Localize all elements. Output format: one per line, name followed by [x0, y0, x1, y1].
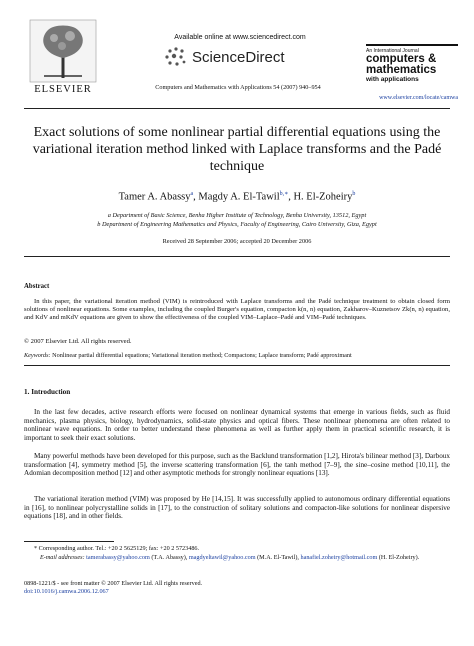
keywords-line: [24, 352, 450, 360]
author-3-affil-mark[interactable]: b: [352, 191, 356, 197]
email-owner-1: (T.A. Abassy),: [151, 554, 188, 561]
affiliation-b: b Department of Engineering Mathematics and Physics, Faculty of Engineering, Cairo University, Giza, Egypt: [97, 221, 377, 228]
author-2: Magdy A. El-Tawil: [198, 191, 280, 203]
journal-logo-box: [366, 44, 458, 84]
keywords-label: Keywords:: [24, 352, 51, 359]
abstract-copyright: © 2007 Elsevier Ltd. All rights reserved.: [24, 338, 132, 345]
abstract-top-rule: [24, 256, 450, 257]
abstract-heading: Abstract: [24, 283, 50, 290]
journal-url-link[interactable]: www.elsevier.com/locate/camwa: [379, 95, 458, 101]
intro-heading: 1. Introduction: [24, 388, 71, 396]
email-link-3[interactable]: hanafiel.zoheiry@hotmail.com: [300, 554, 378, 561]
abstract-body: In this paper, the variational iteration method (VIM) is reintroduced with Laplace transforms and the Padé technique treatment to obtain closed form solutions of nonlinear equations. Some examples, including the coupled Burger's equation, compacton k(n, n) equation, Zakharov–Kuznetsov Zk(n, n) equation, and KdV and mKdV equations are given to show the effectiveness of the coupled VIM–Laplace–Padé and VIM–Padé techniques.: [24, 298, 450, 322]
doi-link[interactable]: doi:10.1016/j.camwa.2006.12.067: [24, 588, 109, 595]
journal-citation: Computers and Mathematics with Applications 54 (2007) 940–954: [155, 84, 321, 91]
intro-p3-text: The variational iteration method (VIM) was proposed by He [14,15]. It was successfully applied to autonomous ordinary differential equations in [16], to nonlinear polycrystalline solids in [17], to the construction of solitary solutions and compacton-like solutions for nonlinear dispersive equations [18], and in other fields.: [24, 495, 450, 521]
email-addresses: [24, 554, 450, 562]
journal-name-line1: computers &: [366, 53, 437, 65]
intro-paragraph-3: [24, 495, 450, 521]
intro-paragraph-1: [24, 408, 450, 442]
abstract-bottom-rule: [24, 365, 450, 366]
email-link-2[interactable]: magdyeltawil@yahoo.com: [188, 554, 256, 561]
journal-name-line3: with applications: [366, 76, 419, 83]
journal-name-line2: mathematics: [366, 64, 437, 76]
author-3: H. El-Zoheiry: [293, 191, 353, 203]
email-label: E-mail addresses:: [40, 554, 85, 561]
sciencedirect-wordmark: ScienceDirect: [192, 49, 285, 66]
elsevier-tree-logo: [24, 14, 102, 92]
author-1: Tamer A. Abassy: [118, 191, 191, 203]
email-owner-3: (H. El-Zoheiry).: [378, 554, 420, 561]
sciencedirect-logo: [160, 45, 335, 69]
author-2-affil-mark[interactable]: b,∗: [279, 191, 289, 197]
intro-paragraph-2: [24, 452, 450, 478]
publisher-name: ELSEVIER: [34, 84, 92, 95]
corresponding-author-note: * Corresponding author. Tel.: +20 2 5625129; fax: +20 2 5723486.: [34, 545, 200, 552]
abstract-text: [24, 298, 450, 323]
email-owner-2: (M.A. El-Tawil),: [257, 554, 299, 561]
footnote-rule: [24, 541, 114, 542]
email-link-1[interactable]: tamerabassy@yahoo.com: [86, 554, 150, 561]
intro-p2-text: Many powerful methods have been developed for this purpose, such as the Backlund transformation [1,2], Hirota's bilinear method [3], Darboux transformation [4], symmetry method [5], the inverse scattering transformation [6], the tanh method [7–9], the sine–cosine method [10,11], the Adomian decomposition method [12] and other asymptotic methods for strongly nonlinear equations [13].: [24, 452, 450, 478]
issn-line: 0898-1221/$ - see front matter © 2007 Elsevier Ltd. All rights reserved.: [24, 580, 203, 587]
keywords-list: Nonlinear partial differential equations; Variational iteration method; Compactons; Laplace transform; Padé approximant: [52, 352, 352, 359]
author-1-affil-mark[interactable]: a: [190, 191, 194, 197]
journal-tagline: An International Journal: [366, 48, 419, 54]
available-online-text: Available online at www.sciencedirect.com: [174, 34, 306, 41]
received-dates: Received 28 September 2006; accepted 20 December 2006: [162, 238, 312, 245]
author-list: Tamer A. Abassy$^a$, Magdy A. El-Tawil$^{b,∗}$, H. El-Zoheiry$^b$: [118, 191, 356, 203]
article-title: Exact solutions of some nonlinear partial differential equations using the variational iteration method linked with Laplace transforms and the Padé technique: [32, 125, 442, 174]
intro-p1-text: In the last few decades, active research efforts were focused on nonlinear dynamical systems that emerge in various fields, such as fluid mechanics, plasma physics, biology, hydrodynamics, solid-state physics and optical fibers. These nonlinear phenomena are often related to nonlinear wave equations. In order to better understand these phenomena as well as further apply them in practical scientific research, it is important to seek their exact solutions.: [24, 408, 450, 442]
affiliation-a: a Department of Basic Science, Benha Higher Institute of Technology, Benha University, 13512, Egypt: [107, 212, 367, 219]
header-rule: [24, 108, 450, 109]
